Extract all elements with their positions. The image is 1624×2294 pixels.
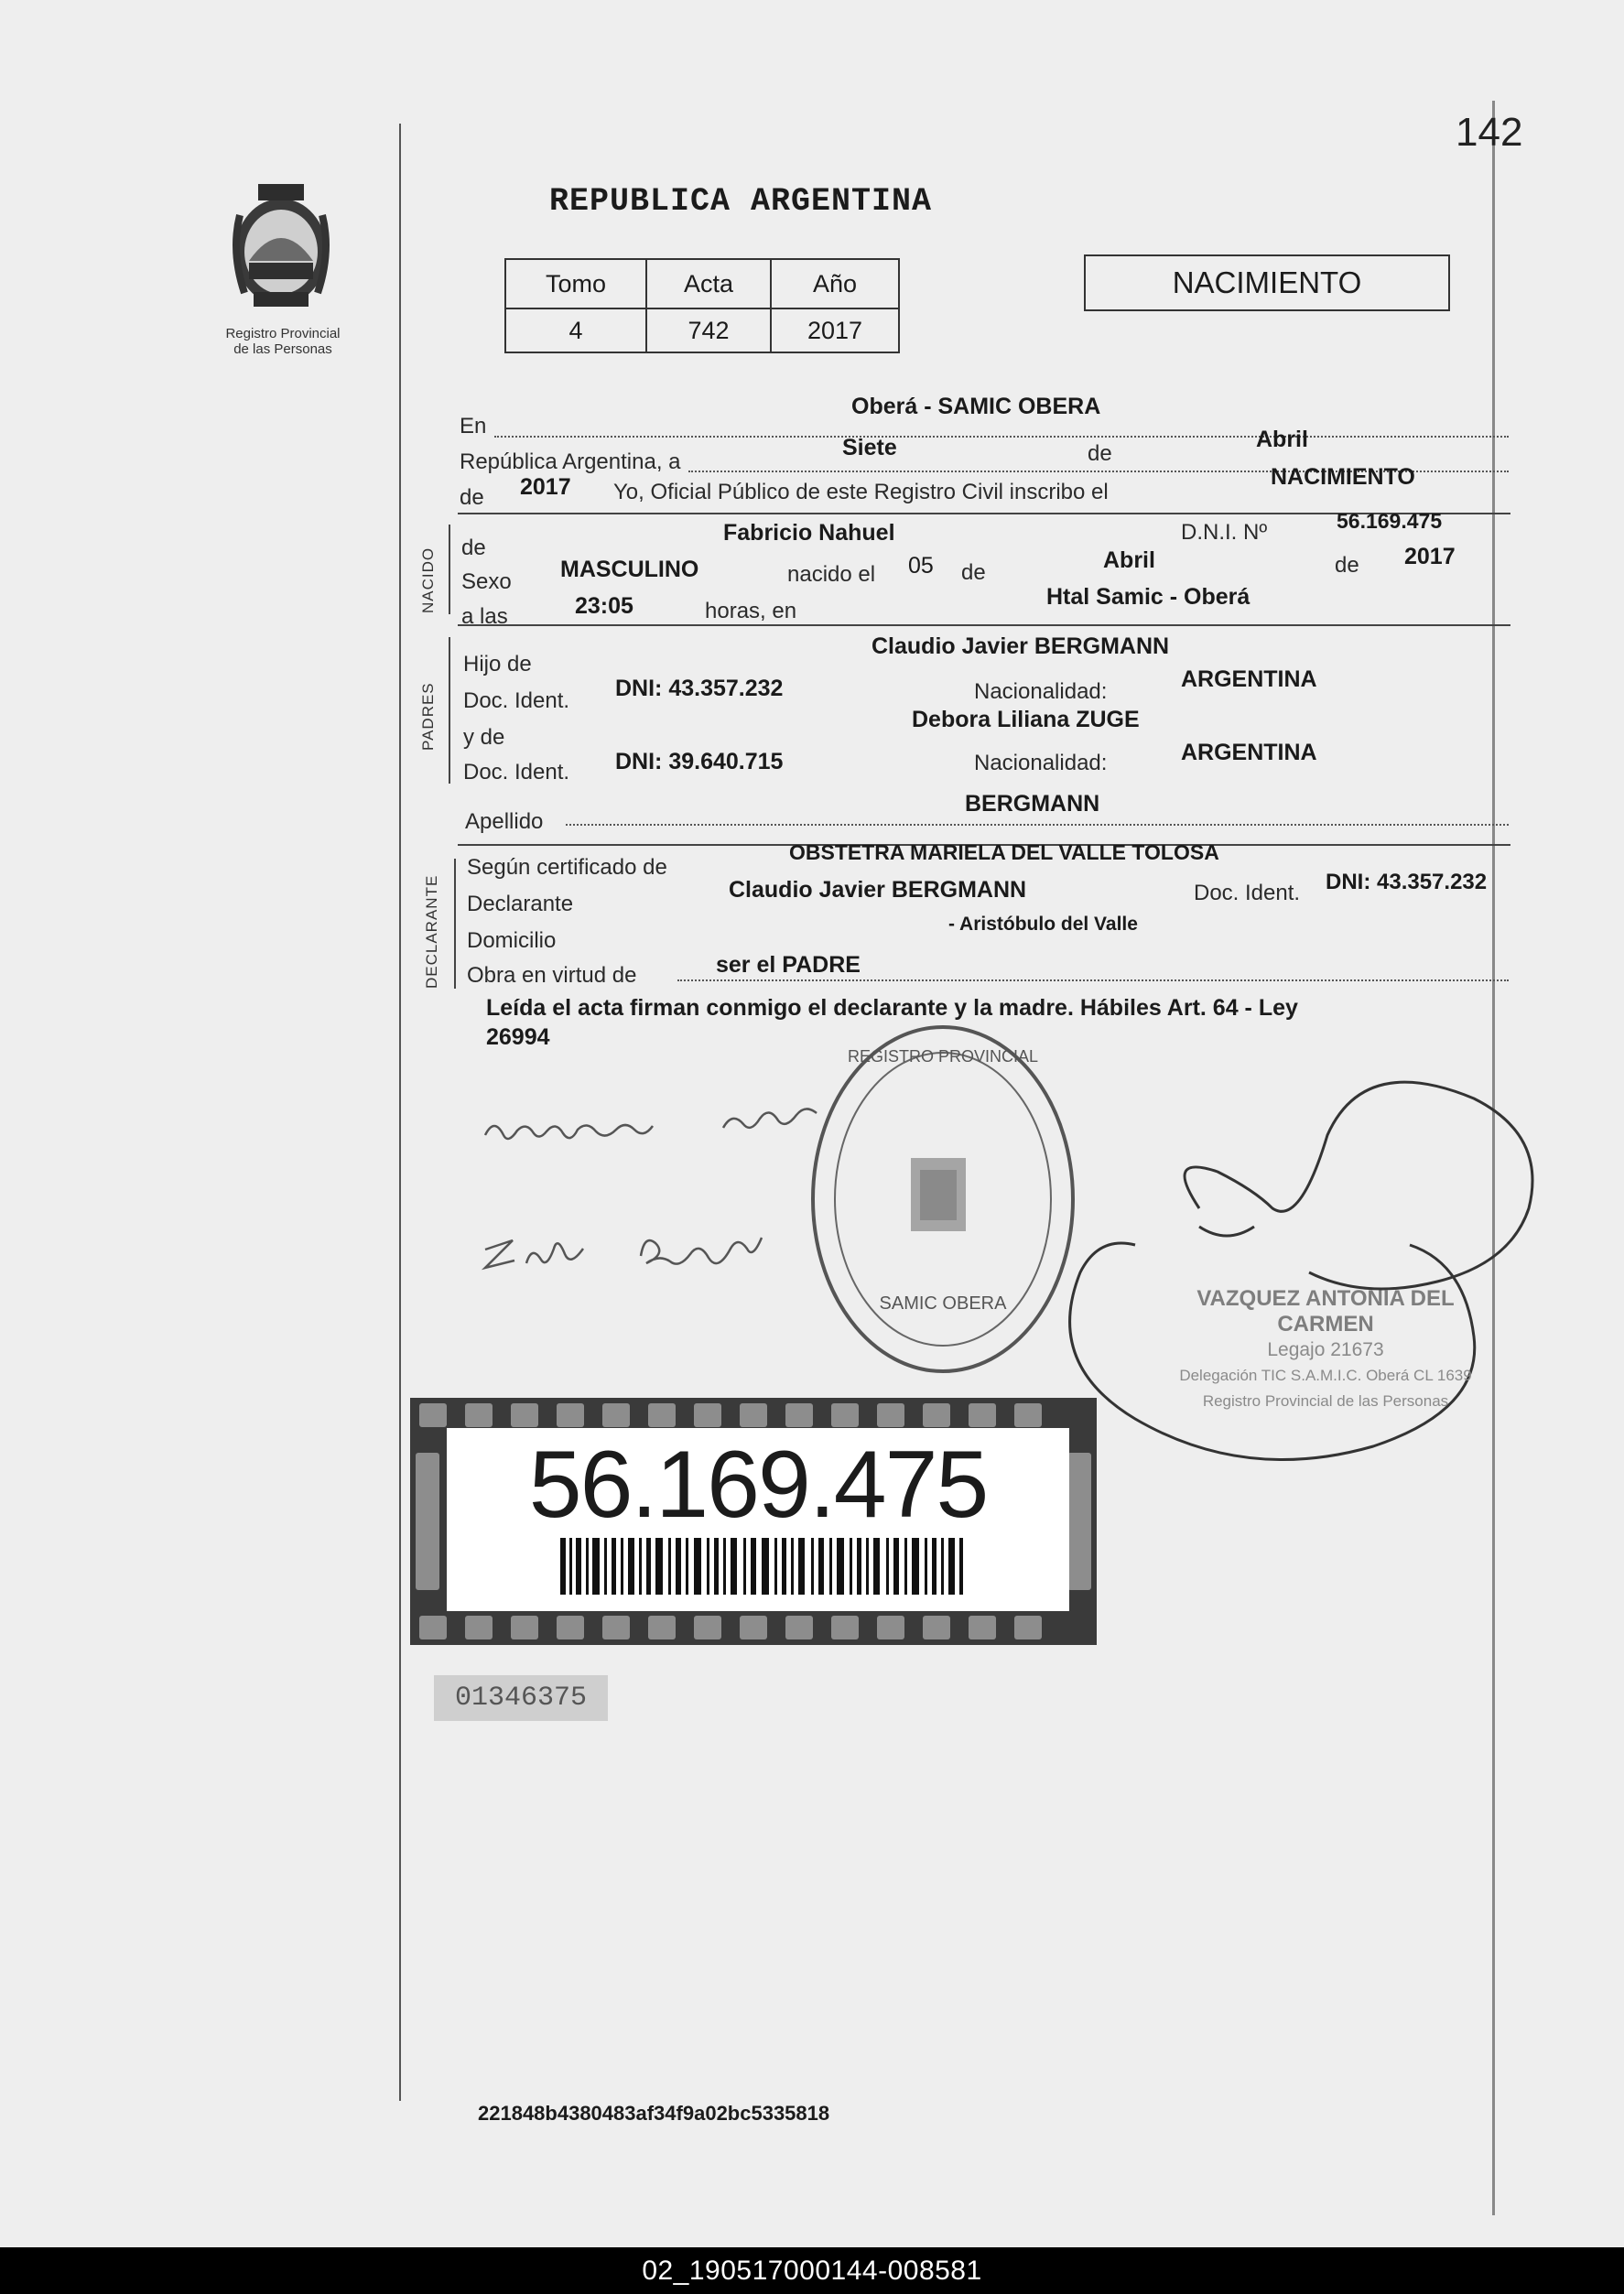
value-tomo: 4 bbox=[505, 308, 646, 352]
year-value: 2017 bbox=[520, 474, 571, 500]
birth-month: Abril bbox=[1103, 547, 1155, 573]
barcode-number: 56.169.475 bbox=[528, 1432, 988, 1538]
official-delegacion: Delegación TIC S.A.M.I.C. Oberá CL 1639 bbox=[1179, 1367, 1472, 1384]
mother-signature bbox=[485, 1238, 762, 1268]
cert-value: OBSTETRA MARIELA DEL VALLE TOLOSA bbox=[789, 840, 1219, 864]
closing-line2: 26994 bbox=[486, 1024, 550, 1050]
statement-value: NACIMIENTO bbox=[1271, 464, 1415, 490]
padres-section-label: PADRES bbox=[419, 682, 437, 751]
de-label: de bbox=[1088, 441, 1112, 466]
mother-nat: ARGENTINA bbox=[1181, 740, 1317, 765]
mother-name: Debora Liliana ZUGE bbox=[912, 707, 1140, 732]
nacido-name: Fabricio Nahuel bbox=[723, 520, 895, 546]
cert-label: Según certificado de bbox=[467, 855, 667, 880]
father-doc: DNI: 43.357.232 bbox=[615, 676, 784, 701]
yde-label: y de bbox=[463, 725, 505, 750]
dni-label: D.N.I. Nº bbox=[1181, 520, 1268, 545]
document-hash: 221848b4380483af34f9a02bc5335818 bbox=[478, 2102, 830, 2125]
record-type-box: NACIMIENTO bbox=[1084, 254, 1450, 311]
domicilio-label: Domicilio bbox=[467, 928, 557, 953]
declarante-value: Claudio Javier BERGMANN bbox=[729, 877, 1027, 903]
birth-place: Htal Samic - Oberá bbox=[1046, 584, 1250, 610]
caption-line2: de las Personas bbox=[233, 341, 332, 357]
page-number: 142 bbox=[1456, 110, 1523, 155]
header-tomo: Tomo bbox=[505, 259, 646, 308]
declarante-section-label: DECLARANTE bbox=[423, 874, 440, 989]
official-legajo: Legajo 21673 bbox=[1267, 1339, 1384, 1360]
father-doc-label: Doc. Ident. bbox=[463, 688, 570, 713]
obra-value: ser el PADRE bbox=[716, 952, 861, 978]
birth-day: 05 bbox=[908, 553, 934, 579]
apellido-label: Apellido bbox=[465, 809, 544, 834]
mother-doc-label: Doc. Ident. bbox=[463, 760, 570, 785]
official-block bbox=[1152, 1286, 1499, 1414]
father-nat-label: Nacionalidad: bbox=[974, 679, 1108, 704]
birth-de-label2: de bbox=[1335, 553, 1359, 578]
declarante-label: Declarante bbox=[467, 892, 574, 916]
decl-doc-value: DNI: 43.357.232 bbox=[1326, 870, 1488, 894]
value-acta: 742 bbox=[646, 308, 771, 352]
a-las-label: a las bbox=[461, 604, 508, 629]
horas-label: horas, en bbox=[705, 599, 797, 623]
official-registro: Registro Provincial de las Personas bbox=[1202, 1392, 1449, 1410]
en-label: En bbox=[460, 414, 487, 438]
birth-year: 2017 bbox=[1404, 544, 1456, 569]
decl-doc-label: Doc. Ident. bbox=[1194, 881, 1301, 905]
closing-line1: Leída el acta firman conmigo el declarante y la madre. Hábiles Art. 64 - Ley bbox=[486, 995, 1298, 1021]
hijo-label: Hijo de bbox=[463, 652, 532, 676]
official-name: VAZQUEZ ANTONIA DEL CARMEN bbox=[1196, 1286, 1455, 1336]
de2-label: de bbox=[460, 485, 484, 510]
nacido-dni: 56.169.475 bbox=[1337, 509, 1443, 533]
caption-line1: Registro Provincial bbox=[225, 326, 341, 341]
registry-seal bbox=[813, 1027, 1073, 1371]
declarante-signature bbox=[485, 1109, 817, 1139]
mother-nat-label: Nacionalidad: bbox=[974, 751, 1108, 775]
footer-id-bar: 02_190517000144-008581 bbox=[0, 2247, 1624, 2294]
domicilio-value: - Aristóbulo del Valle bbox=[948, 914, 1138, 935]
svg-text:REGISTRO PROVINCIAL: REGISTRO PROVINCIAL bbox=[847, 1047, 1039, 1066]
nacido-section-label: NACIDO bbox=[419, 546, 437, 613]
day-value: Siete bbox=[842, 435, 897, 460]
en-value: Oberá - SAMIC OBERA bbox=[851, 394, 1101, 419]
stamp-number: 01346375 bbox=[434, 1675, 608, 1721]
header-acta: Acta bbox=[646, 259, 771, 308]
birth-de-label: de bbox=[961, 560, 986, 585]
header-ano: Año bbox=[771, 259, 899, 308]
nacido-de-label: de bbox=[461, 536, 486, 560]
sexo-value: MASCULINO bbox=[560, 557, 699, 582]
month-value: Abril bbox=[1256, 427, 1308, 452]
father-name: Claudio Javier BERGMANN bbox=[872, 633, 1170, 659]
birth-time: 23:05 bbox=[575, 593, 633, 619]
svg-text:SAMIC OBERA: SAMIC OBERA bbox=[879, 1293, 1007, 1314]
sexo-label: Sexo bbox=[461, 569, 512, 594]
obra-label: Obra en virtud de bbox=[467, 963, 637, 988]
nacido-el-label: nacido el bbox=[787, 562, 876, 587]
apellido-value: BERGMANN bbox=[965, 791, 1100, 817]
document-title: REPUBLICA ARGENTINA bbox=[549, 183, 933, 220]
mother-doc: DNI: 39.640.715 bbox=[615, 749, 784, 774]
value-ano: 2017 bbox=[771, 308, 899, 352]
father-nat: ARGENTINA bbox=[1181, 666, 1317, 692]
barcode-icon bbox=[560, 1538, 963, 1595]
republica-label: República Argentina, a bbox=[460, 449, 681, 474]
statement-label: Yo, Oficial Público de este Registro Civil inscribo el bbox=[613, 480, 1109, 504]
